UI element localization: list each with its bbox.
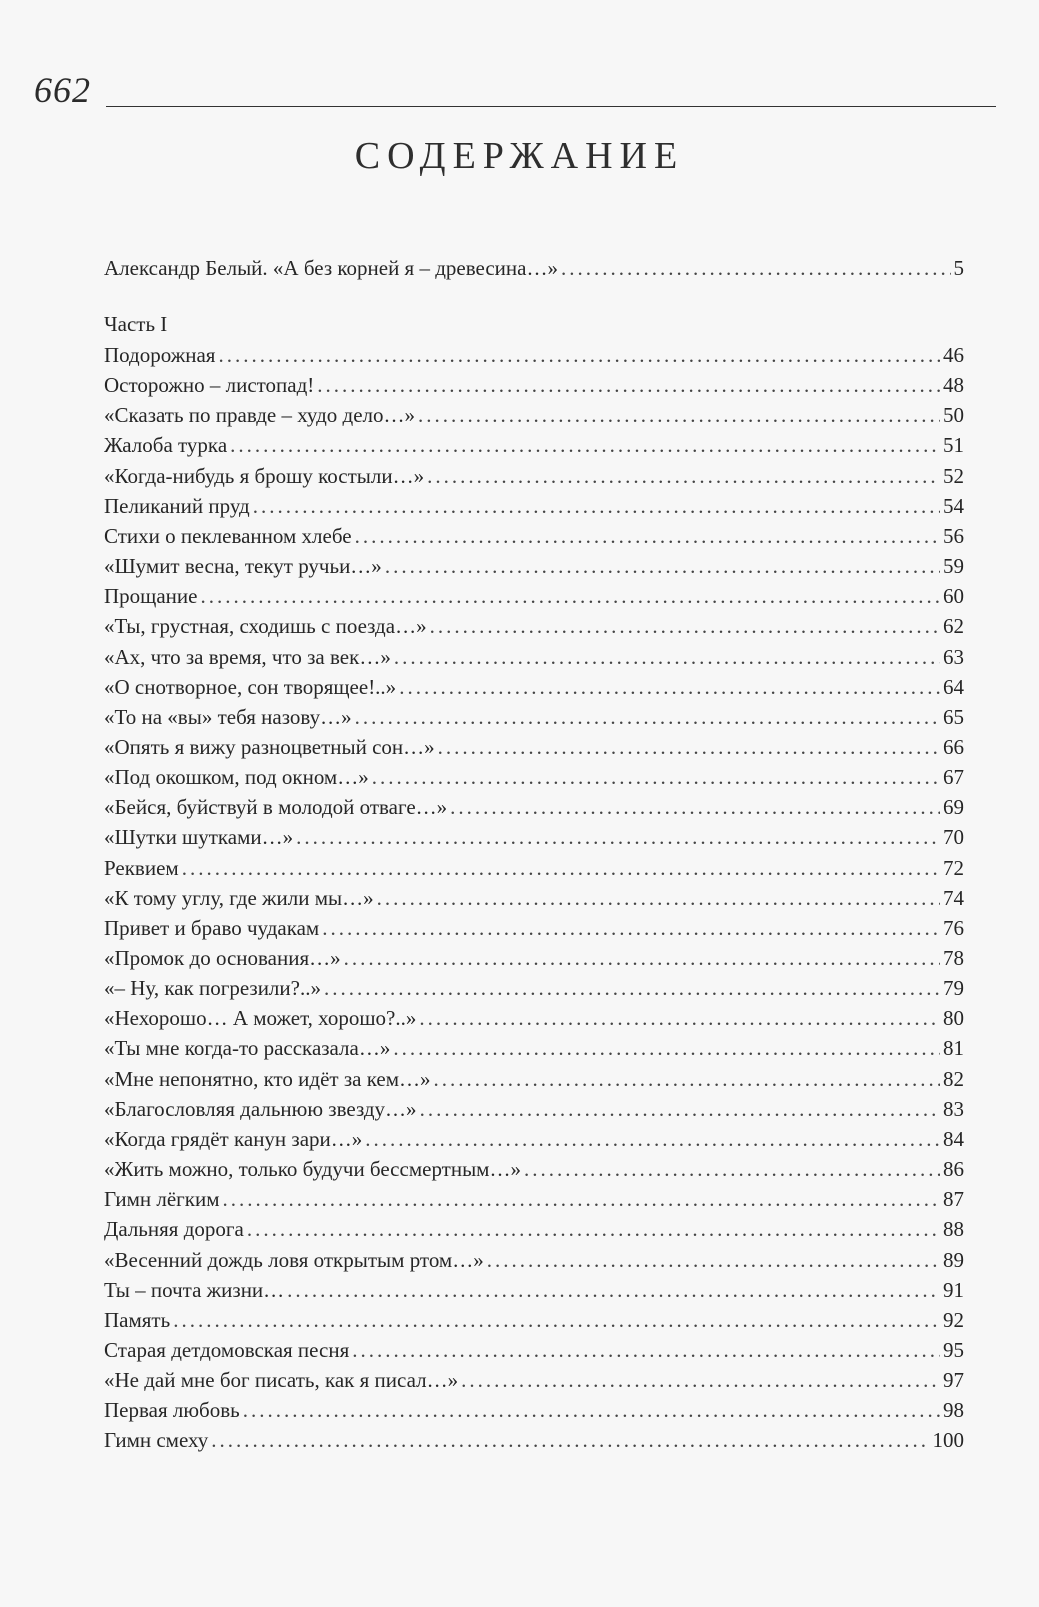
section-label: Часть I <box>104 312 168 336</box>
toc-entry-page: 63 <box>943 644 964 669</box>
toc-entry <box>104 642 964 672</box>
toc-entry <box>104 672 964 702</box>
toc-entry-title: Реквием <box>104 855 179 880</box>
toc-entry-page: 95 <box>943 1337 964 1362</box>
dot-leader <box>247 1214 940 1244</box>
toc-entry-title: «Ты, грустная, сходишь с поезда…» <box>104 614 427 639</box>
toc-entry-title: Первая любовь <box>104 1398 240 1423</box>
toc-entry <box>104 400 964 430</box>
toc-entry-preface <box>104 253 964 283</box>
dot-leader <box>372 762 940 792</box>
header-rule <box>106 106 996 107</box>
toc-entry-page: 72 <box>943 855 964 880</box>
toc-entry <box>104 430 964 460</box>
toc-entry-title: «Весенний дождь ловя открытым ртом…» <box>104 1247 484 1272</box>
toc-entry-page: 50 <box>943 403 964 428</box>
toc-entry <box>104 1425 964 1455</box>
toc-entry-page: 64 <box>943 674 964 699</box>
toc-entry <box>104 762 964 792</box>
toc-entry-page: 66 <box>943 735 964 759</box>
toc-entry-page: 83 <box>943 1096 964 1121</box>
dot-leader <box>438 732 940 762</box>
toc-entry-title: «То на «вы» тебя назову…» <box>104 704 352 729</box>
toc-entry-title: Александр Белый. «А без корней я – древесина…» <box>104 256 558 280</box>
toc-entry-title: Жалоба турка <box>104 433 228 458</box>
toc-entry-page: 82 <box>943 1066 964 1091</box>
dot-leader <box>524 1154 940 1184</box>
toc-entry <box>104 883 964 913</box>
dot-leader <box>418 400 940 430</box>
dot-leader <box>211 1425 929 1455</box>
toc-entry <box>104 1003 964 1033</box>
toc-entry-title: Стихи о пеклеванном хлебе <box>104 523 352 548</box>
toc-entry-title: Дальняя дорога <box>104 1217 244 1242</box>
toc-entry-page: 97 <box>943 1368 964 1393</box>
toc-entry-page: 89 <box>943 1247 964 1272</box>
toc-entry <box>104 1395 964 1425</box>
toc-entry <box>104 1245 964 1275</box>
toc-entry <box>104 822 964 852</box>
toc-entry <box>104 1064 964 1094</box>
toc-entry <box>104 521 964 551</box>
toc-entry <box>104 1214 964 1244</box>
dot-leader <box>434 1064 941 1094</box>
toc-entry-page: 86 <box>943 1157 964 1181</box>
toc-entry <box>104 792 964 822</box>
toc-entry-page: 84 <box>943 1126 964 1151</box>
toc-entry-title: «Когда грядёт канун зари…» <box>104 1126 363 1151</box>
toc-entry <box>104 943 964 973</box>
toc-entry-page: 74 <box>943 885 964 910</box>
toc-entry-title: «Под окошком, под окном…» <box>104 765 369 790</box>
toc-entry <box>104 1094 964 1124</box>
toc-entry-title: Гимн лёгким <box>104 1187 220 1212</box>
toc-entry <box>104 973 964 1003</box>
toc-entry <box>104 551 964 581</box>
toc-entry <box>104 1275 964 1305</box>
toc-entry-title: «Шумит весна, текут ручьи…» <box>104 554 382 578</box>
toc-entry-title: «Когда-нибудь я брошу костыли…» <box>104 463 425 488</box>
toc-entry-title: «Ты мне когда-то рассказала…» <box>104 1036 391 1061</box>
toc-entry-title: Подорожная <box>104 343 216 367</box>
toc-entry-title: Ты – почта жизни… <box>104 1277 285 1302</box>
page-heading: СОДЕРЖАНИЕ <box>354 135 685 177</box>
toc-entry <box>104 732 964 762</box>
dot-leader <box>173 1305 940 1335</box>
toc-entry-page: 67 <box>943 765 964 790</box>
toc-entry-title: «Жить можно, только будучи бессмертным…» <box>104 1157 521 1181</box>
toc-entry-title: «К тому углу, где жили мы…» <box>104 885 374 910</box>
toc-entry-page: 92 <box>943 1307 964 1332</box>
dot-leader <box>393 1033 940 1063</box>
toc-entry-title: Осторожно – листопад! <box>104 373 315 398</box>
dot-leader <box>365 1124 940 1154</box>
toc-entry-page: 46 <box>943 343 964 367</box>
dot-leader <box>200 581 940 611</box>
dot-leader <box>487 1245 940 1275</box>
toc-entry-page: 79 <box>943 976 964 1001</box>
toc-entry <box>104 1184 964 1214</box>
toc-entry-title: Старая детдомовская песня <box>104 1337 350 1362</box>
dot-leader <box>355 702 940 732</box>
toc-entry-title: «Мне непонятно, кто идёт за кем…» <box>104 1066 431 1091</box>
dot-leader <box>355 521 940 551</box>
dot-leader <box>385 551 940 581</box>
toc-entry <box>104 370 964 400</box>
toc-entry-page: 87 <box>943 1187 964 1212</box>
dot-leader <box>182 853 940 883</box>
toc-entry <box>104 1154 964 1184</box>
toc-entry <box>104 702 964 732</box>
toc-entry-page: 54 <box>943 493 964 518</box>
toc-entry-title: «Не дай мне бог писать, как я писал…» <box>104 1368 459 1393</box>
dot-leader <box>322 913 940 943</box>
toc-entry-title: Привет и браво чудакам <box>104 915 320 940</box>
toc-entry-title: «Нехорошо… А может, хорошо?..» <box>104 1006 417 1031</box>
toc-entry-title: «Опять я вижу разноцветный сон…» <box>104 735 435 759</box>
dot-leader <box>561 253 951 283</box>
dot-leader <box>223 1184 941 1214</box>
dot-leader <box>296 822 940 852</box>
toc-entry-page: 88 <box>943 1217 964 1242</box>
dot-leader <box>450 792 940 822</box>
toc-entry-title: «Шутки шутками…» <box>104 825 294 850</box>
toc-entry-title: «Промок до основания…» <box>104 946 341 970</box>
toc-entry-page: 56 <box>943 523 964 548</box>
toc-entry-page: 60 <box>943 584 964 609</box>
dot-leader <box>352 1335 940 1365</box>
dot-leader <box>430 611 940 641</box>
toc-entry-page: 81 <box>943 1036 964 1061</box>
dot-leader <box>461 1365 940 1395</box>
dot-leader <box>317 370 940 400</box>
toc-entry <box>104 1365 964 1395</box>
dot-leader <box>218 340 940 370</box>
toc-entry <box>104 913 964 943</box>
toc-entry-page: 91 <box>943 1277 964 1302</box>
toc-entry <box>104 581 964 611</box>
toc-entry-title: «О снотворное, сон творящее!..» <box>104 674 397 699</box>
toc-entry <box>104 1335 964 1365</box>
toc-entry-title: Пеликаний пруд <box>104 493 250 518</box>
toc-entry-title: «Сказать по правде – худо дело…» <box>104 403 416 428</box>
dot-leader <box>287 1275 940 1305</box>
toc-entry-page: 62 <box>943 614 964 639</box>
toc-entry <box>104 853 964 883</box>
dot-leader <box>419 1003 940 1033</box>
toc-entry-page: 78 <box>943 946 964 970</box>
dot-leader <box>230 430 940 460</box>
dot-leader <box>243 1395 940 1425</box>
dot-leader <box>399 672 940 702</box>
toc-entry-title: Прощание <box>104 584 198 609</box>
toc-entry <box>104 611 964 641</box>
dot-leader <box>344 943 940 973</box>
toc-entry-page: 100 <box>932 1428 964 1453</box>
dot-leader <box>324 973 940 1003</box>
toc-entry-page: 51 <box>943 433 964 458</box>
page-number: 662 <box>34 70 91 110</box>
toc-entry <box>104 461 964 491</box>
toc-entry-page: 76 <box>943 915 964 940</box>
toc-entry-page: 59 <box>943 554 964 578</box>
toc-entry-page: 80 <box>943 1006 964 1031</box>
toc-entry-page: 70 <box>943 825 964 850</box>
dot-leader <box>420 1094 940 1124</box>
toc-entry-title: «Ах, что за время, что за век…» <box>104 644 391 669</box>
toc-entry <box>104 1124 964 1154</box>
toc-entry-page: 98 <box>943 1398 964 1423</box>
dot-leader <box>377 883 940 913</box>
toc-entry-title: Гимн смеху <box>104 1428 209 1453</box>
toc-entry-title: Память <box>104 1307 171 1332</box>
toc-entry-title: «– Ну, как погрезили?..» <box>104 976 321 1001</box>
toc-entry <box>104 491 964 521</box>
toc-entry-page: 69 <box>943 795 964 820</box>
toc-entry-page: 52 <box>943 463 964 488</box>
dot-leader <box>394 642 940 672</box>
toc-entry <box>104 1033 964 1063</box>
toc-entry-title: «Бейся, буйствуй в молодой отваге…» <box>104 795 448 820</box>
toc-entry-page: 48 <box>943 373 964 398</box>
toc-entry-title: «Благословляя дальнюю звезду…» <box>104 1096 417 1121</box>
dot-leader <box>253 491 940 521</box>
toc-entry-page: 65 <box>943 704 964 729</box>
toc-entry-page: 5 <box>953 256 964 280</box>
toc-entry <box>104 1305 964 1335</box>
dot-leader <box>427 461 940 491</box>
toc-entry <box>104 340 964 370</box>
